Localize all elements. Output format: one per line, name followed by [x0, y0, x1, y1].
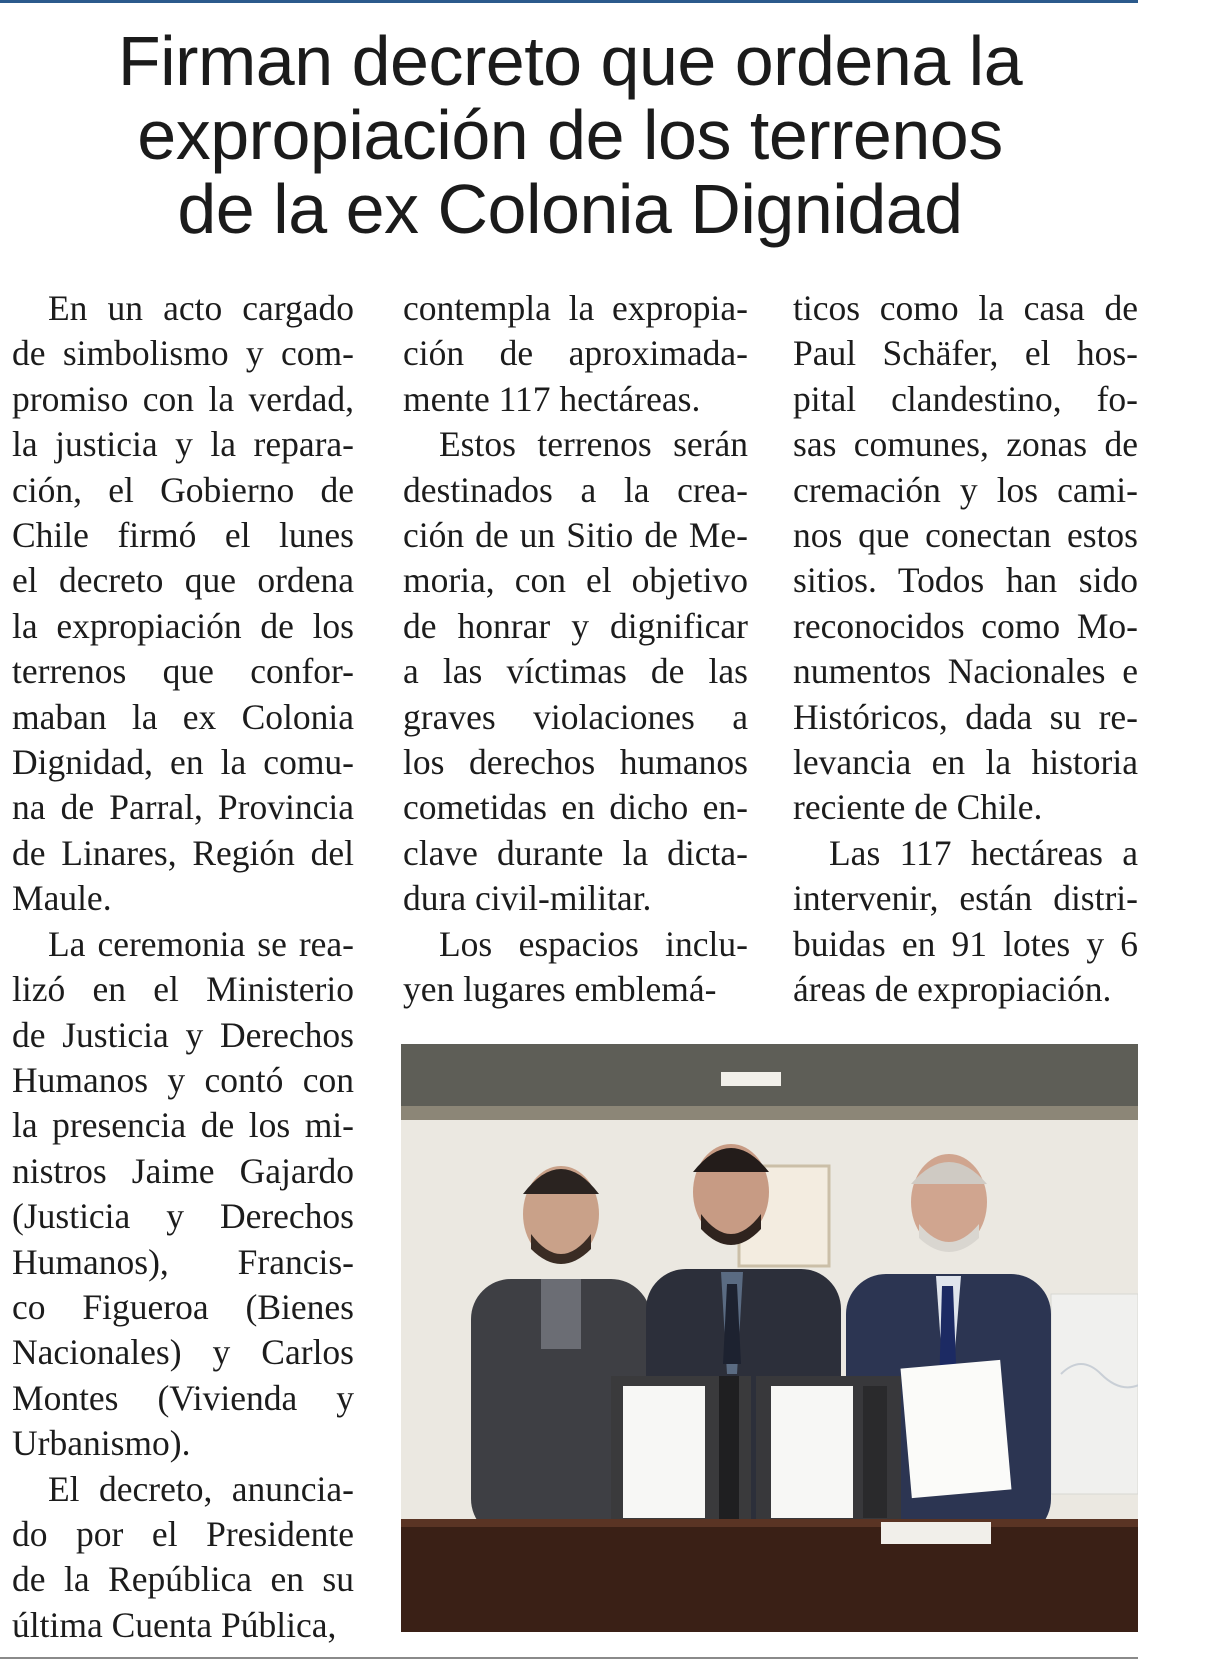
text-line: Paul Schäfer, el hos-	[793, 333, 1138, 374]
text-line: clave durante la dicta-	[403, 832, 748, 873]
text-line: Humanos y contó con	[12, 1059, 354, 1100]
text-line: a las víctimas de las	[403, 651, 748, 692]
article-column-1	[12, 286, 354, 1648]
article-paragraph	[793, 286, 1138, 831]
article-paragraph	[403, 922, 748, 1013]
text-line: La ceremonia se rea-	[48, 923, 354, 964]
headline-line: expropiación de los terrenos	[137, 96, 1003, 174]
text-line: yen lugares emblemá-	[403, 969, 717, 1010]
text-line: sitios. Todos han sido	[793, 560, 1138, 601]
text-line: nistros Jaime Gajardo	[12, 1150, 354, 1191]
text-line: la justicia y la repara-	[12, 424, 354, 465]
text-line: Montes (Vivienda y	[12, 1377, 354, 1418]
text-line: Humanos), Francis-	[12, 1241, 354, 1282]
article-photo	[401, 1044, 1138, 1632]
text-line: contempla la expropia-	[403, 288, 748, 328]
text-line: mente 117 hectáreas.	[403, 378, 701, 419]
headline	[20, 24, 1120, 246]
text-line: Las 117 hectáreas a	[829, 832, 1138, 873]
article-column-3	[793, 286, 1138, 1013]
text-line: na de Parral, Provincia	[12, 787, 354, 828]
text-line: levancia en la historia	[793, 742, 1138, 783]
text-line: de Justicia y Derechos	[12, 1014, 354, 1055]
text-line: áreas de expropiación.	[793, 969, 1112, 1010]
text-line: pital clandestino, fo-	[793, 378, 1138, 419]
text-line: reciente de Chile.	[793, 787, 1043, 828]
text-line: de honrar y dignificar	[403, 605, 748, 646]
article-paragraph	[12, 1467, 354, 1649]
text-line: graves violaciones a	[403, 696, 748, 737]
text-line: sas comunes, zonas de	[793, 424, 1138, 465]
text-line: intervenir, están distri-	[793, 878, 1138, 919]
text-line: de la República en su	[12, 1559, 354, 1600]
text-line: Chile firmó el lunes	[12, 515, 354, 556]
text-line: Urbanismo).	[12, 1423, 191, 1464]
text-line: Históricos, dada su re-	[793, 696, 1138, 737]
text-line: Los espacios inclu-	[439, 923, 748, 964]
text-line: cometidas en dicho en-	[403, 787, 748, 828]
text-line: maban la ex Colonia	[12, 696, 354, 737]
text-line: última Cuenta Pública,	[12, 1604, 337, 1645]
text-line: la presencia de los mi-	[12, 1105, 354, 1146]
text-line: los derechos humanos	[403, 742, 748, 783]
text-line: el decreto que ordena	[12, 560, 354, 601]
text-line: ción de un Sitio de Me-	[403, 515, 748, 556]
text-line: Estos terrenos serán	[439, 424, 748, 465]
text-line: ción, el Gobierno de	[12, 469, 354, 510]
text-line: Nacionales) y Carlos	[12, 1332, 354, 1373]
text-line: de Linares, Región del	[12, 832, 354, 873]
article-column-2	[403, 286, 748, 1013]
bottom-rule	[0, 1657, 1138, 1659]
text-line: moria, con el objetivo	[403, 560, 748, 601]
headline-line: Firman decreto que ordena la	[117, 22, 1023, 100]
text-line: numentos Nacionales e	[793, 651, 1138, 692]
text-line: ticos como la casa de	[793, 288, 1138, 328]
text-line: do por el Presidente	[12, 1513, 354, 1554]
text-line: terrenos que confor-	[12, 651, 354, 692]
text-line: destinados a la crea-	[403, 469, 748, 510]
text-line: promiso con la verdad,	[12, 378, 354, 419]
text-line: cremación y los cami-	[793, 469, 1138, 510]
article-paragraph	[403, 422, 748, 921]
text-line: ción de aproximada-	[403, 333, 748, 374]
text-line: El decreto, anuncia-	[48, 1468, 354, 1509]
text-line: nos que conectan estos	[793, 515, 1138, 556]
text-line: lizó en el Ministerio	[12, 969, 354, 1010]
text-line: co Figueroa (Bienes	[12, 1286, 354, 1327]
top-rule	[0, 0, 1138, 3]
text-line: buidas en 91 lotes y 6	[793, 923, 1138, 964]
text-line: reconocidos como Mo-	[793, 605, 1138, 646]
photo-illustration	[401, 1044, 1138, 1632]
text-line: (Justicia y Derechos	[12, 1196, 354, 1237]
text-line: de simbolismo y com-	[12, 333, 354, 374]
text-line: Maule.	[12, 878, 112, 919]
text-line: Dignidad, en la comu-	[12, 742, 354, 783]
article-paragraph	[12, 286, 354, 922]
headline-line: de la ex Colonia Dignidad	[177, 170, 963, 248]
text-line: En un acto cargado	[48, 288, 354, 328]
text-line: la expropiación de los	[12, 605, 354, 646]
article-paragraph	[403, 286, 748, 422]
text-line: dura civil-militar.	[403, 878, 652, 919]
article-paragraph	[12, 922, 354, 1467]
article-paragraph	[793, 831, 1138, 1013]
